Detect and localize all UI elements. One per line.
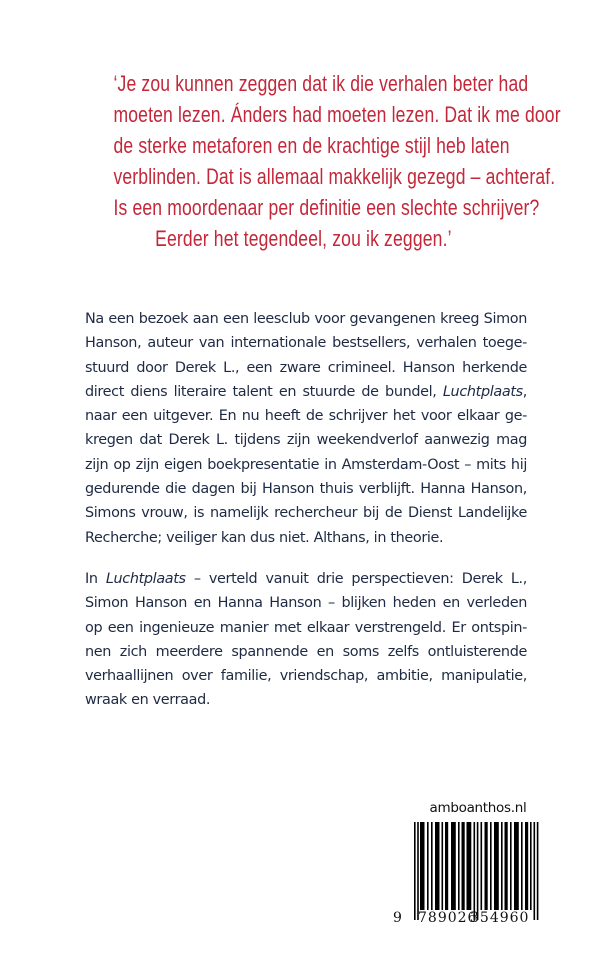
isbn-barcode xyxy=(414,822,542,920)
quote-line: verblinden. Dat is allemaal makkelijk gezegd – achteraf. xyxy=(113,164,556,189)
blurb-quote xyxy=(113,68,561,254)
text-line: Hanson, auteur van internationale bestsellers, verhalen toege- xyxy=(85,335,527,352)
book-title: Luchtplaats xyxy=(105,571,186,587)
text-line: gedurende die dagen bij Hanson thuis verblijft. Hanna Hanson, xyxy=(85,481,527,498)
text-line: verhaallijnen over familie, vriendschap, ambitie, manipulatie, xyxy=(85,668,527,685)
book-title: Luchtplaats xyxy=(442,383,523,400)
text-segment: In xyxy=(85,571,106,587)
text-line: Simon Hanson en Hanna Hanson – blijken heden en verleden xyxy=(85,595,527,612)
text-line xyxy=(85,380,527,404)
publisher-url: amboanthos.nl xyxy=(429,800,527,816)
quote-line: ‘Je zou kunnen zeggen dat ik die verhalen beter had xyxy=(113,71,529,96)
text-segment: direct diens literaire talent en stuurde de bundel, xyxy=(85,383,443,400)
isbn-digits-right: 354960 xyxy=(470,910,530,926)
text-line xyxy=(85,567,527,591)
quote-line: moeten lezen. Ánders had moeten lezen. Dat ik me door xyxy=(113,102,561,127)
quote-line: de sterke metaforen en de krachtige stijl heb laten xyxy=(113,133,510,158)
text-line: nen zich meerdere spannende en soms zelfs ontluisterende xyxy=(85,643,527,660)
text-line: stuurd door Derek L., een zware crimineel. Hanson herkende xyxy=(85,359,527,376)
text-line: op een ingenieuze manier met elkaar verstrengeld. Er ontspin- xyxy=(85,619,527,636)
isbn-digits-left: 789026 xyxy=(418,910,478,926)
quote-line: Eerder het tegendeel, zou ik zeggen.’ xyxy=(155,226,452,251)
text-line: naar een uitgever. En nu heeft de schrijver het voor elkaar ge- xyxy=(85,408,527,425)
synopsis-paragraph-2 xyxy=(85,567,527,713)
text-line: Simons vrouw, is namelijk rechercheur bij de Dienst Landelijke xyxy=(85,505,527,522)
text-line: wraak en verraad. xyxy=(85,692,211,709)
text-line: Recherche; veiliger kan dus niet. Althans, in theorie. xyxy=(85,529,444,546)
text-line: kregen dat Derek L. tijdens zijn weekendverlof aanwezig mag xyxy=(85,432,527,449)
text-line: Na een bezoek aan een leesclub voor gevangenen kreeg Simon xyxy=(85,311,527,327)
synopsis-paragraph-1 xyxy=(85,307,527,550)
text-segment: , xyxy=(522,383,527,400)
text-segment: – verteld vanuit drie perspectieven: Derek L., xyxy=(185,571,528,587)
quote-line: Is een moordenaar per definitie een slechte schrijver? xyxy=(113,195,540,220)
text-line: zijn op zijn eigen boekpresentatie in Amsterdam-Oost – mits hij xyxy=(85,456,527,473)
isbn-digit-lead: 9 xyxy=(393,910,403,926)
